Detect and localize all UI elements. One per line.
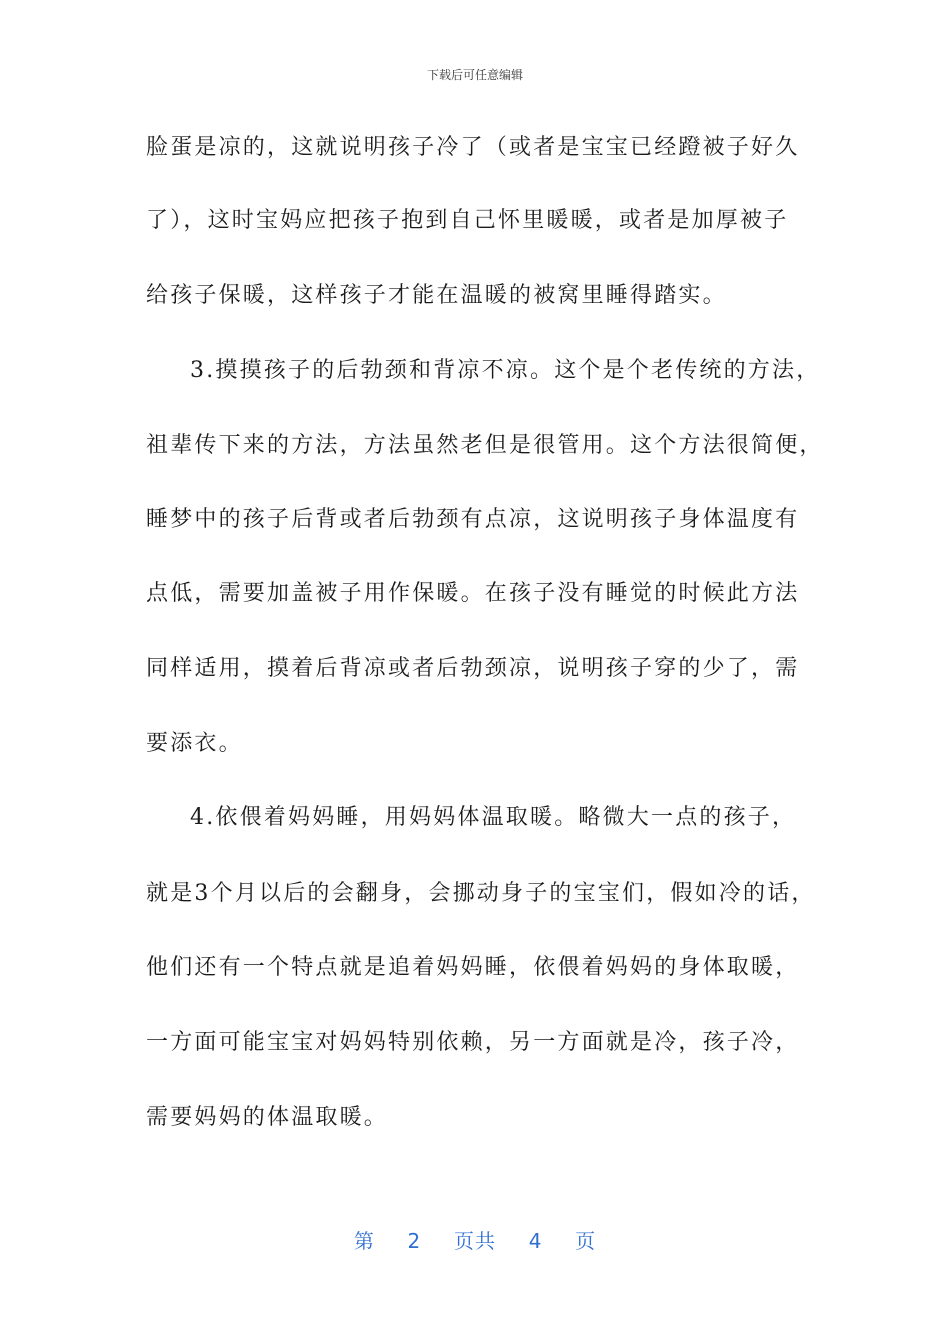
body-line: 4.依偎着妈妈睡，用妈妈体温取暖。略微大一点的孩子，: [190, 805, 797, 830]
body-line: 要添衣。: [146, 731, 243, 756]
body-line: 3.摸摸孩子的后勃颈和背凉不凉。这个是个老传统的方法，: [190, 358, 821, 383]
page-header: 下载后可任意编辑: [426, 68, 523, 82]
body-line: 他们还有一个特点就是追着妈妈睡，依偎着妈妈的身体取暖，: [146, 955, 800, 980]
body-line: 给孩子保暖，这样孩子才能在温暖的被窝里睡得踏实。: [146, 283, 727, 308]
footer-middle: 页共: [454, 1229, 496, 1253]
body-line: 一方面可能宝宝对妈妈特别依赖，另一方面就是冷，孩子冷，: [146, 1030, 800, 1055]
footer-prefix: 第: [353, 1229, 375, 1253]
body-line: 同样适用，摸着后背凉或者后勃颈凉，说明孩子穿的少了，需: [146, 656, 800, 681]
body-line: 脸蛋是凉的，这就说明孩子冷了（或者是宝宝已经蹬被子好久: [146, 135, 800, 160]
body-line: 点低，需要加盖被子用作保暖。在孩子没有睡觉的时候此方法: [146, 581, 800, 606]
current-page-number: 2: [407, 1229, 422, 1253]
body-line: 需要妈妈的体温取暖。: [146, 1105, 389, 1130]
page-footer: [0, 1225, 950, 1254]
total-pages-number: 4: [528, 1229, 543, 1253]
body-line: 祖辈传下来的方法，方法虽然老但是很管用。这个方法很简便，: [146, 433, 824, 458]
footer-suffix: 页: [575, 1229, 597, 1253]
body-line: 睡梦中的孩子后背或者后勃颈有点凉，这说明孩子身体温度有: [146, 507, 800, 532]
body-line: 了），这时宝妈应把孩子抱到自己怀里暖暖，或者是加厚被子: [146, 208, 789, 233]
body-line: 就是3个月以后的会翻身，会挪动身子的宝宝们，假如冷的话，: [146, 881, 816, 906]
